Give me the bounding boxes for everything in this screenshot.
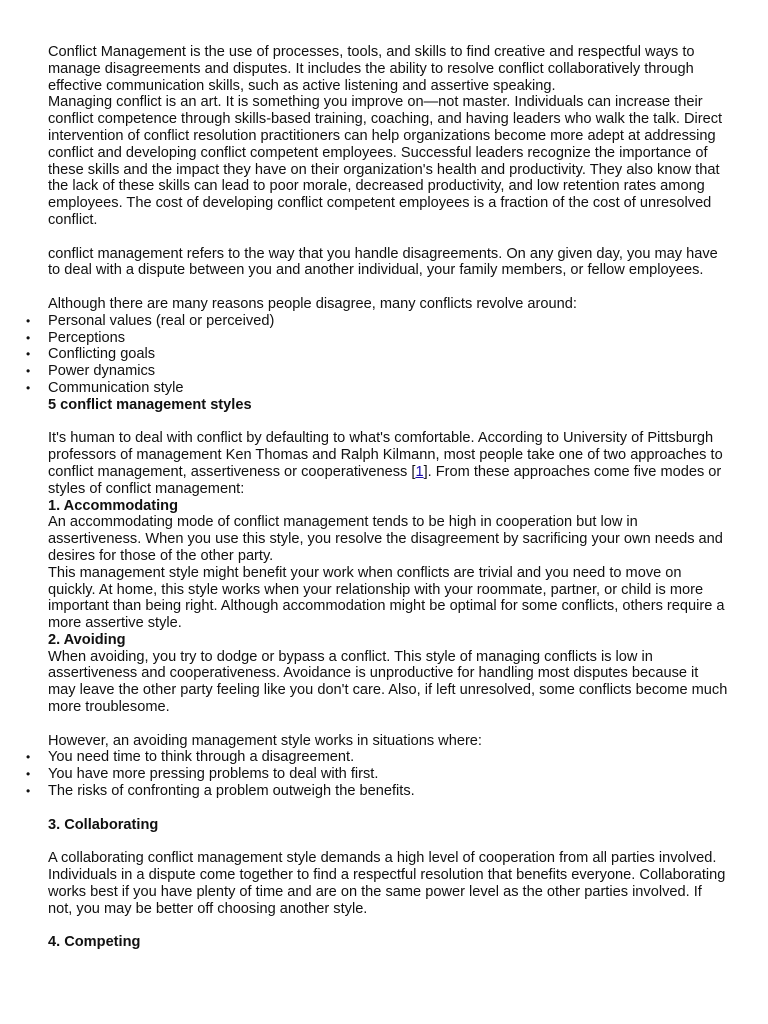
list-item: • Perceptions [48, 330, 728, 347]
accommodating-paragraph-1: An accommodating mode of conflict management tends to be high in cooperation but low in assertiveness. When you use this style, you resolve the disagreement by sacrificing your own needs and desires for those of the other party. [48, 514, 723, 564]
list-item: • You need time to think through a disagreement. [48, 749, 728, 766]
list-item: • Conflicting goals [48, 346, 728, 363]
accommodating-paragraph-2: This management style might benefit your work when conflicts are trivial and you need to move on quickly. At home, this style works when your relationship with your roommate, partner, or child is more important than being right. Although accommodation might be optimal for some conflicts, others require a more assertive style. [48, 564, 725, 632]
intro-paragraph-1a: Conflict Management is the use of processes, tools, and skills to find creative and respectful ways to manage disagreements and disputes. It includes the ability to resolve conflict collaboratively through effective communication skills, such as active listening and assertive speaking. [48, 44, 695, 94]
intro-paragraph-1b: Managing conflict is an art. It is something you improve on—not master. Individuals can increase their conflict competence through skills-based training, coaching, and having leaders who walk the talk. Direct intervention of conflict resolution practitioners can help organizations become more adept at addressing conflict and developing conflict competent employees. Successful leaders recognize the importance of these skills and the impact they have on their organization's health and productivity. They also know that the lack of these skills can lead to poor morale, decreased productivity, and low retention rates among employees. The cost of developing conflict competent employees is a fraction of the cost of unresolved conflict. [48, 94, 723, 228]
list-item: • Communication style [48, 380, 728, 397]
avoiding-paragraph-1: When avoiding, you try to dodge or bypass a conflict. This style of managing conflicts is low in assertiveness and cooperativeness. Avoidance is unproductive for handling most disputes because it may leave the other party feeling like you don't care. Also, if left unresolved, some conflicts become much more troublesome. [48, 648, 728, 716]
list-item: • Personal values (real or perceived) [48, 313, 728, 330]
collaborating-paragraph-1: A collaborating conflict management style demands a high level of cooperation from all parties involved. Individuals in a dispute come together to find a respectful resolution that benefits everyone. Collaborating works best if you have plenty of time and are on the same power level as the other parties involved. If not, you may be better off choosing another style. [48, 850, 726, 917]
avoiding-heading: 2. Avoiding [48, 631, 126, 648]
accommodating-heading: 1. Accommodating [48, 497, 179, 514]
list-item: • You have more pressing problems to deal with first. [48, 766, 728, 783]
avoiding-situations-list [48, 749, 728, 799]
conflict-reasons-list [48, 313, 728, 397]
avoiding-paragraph-2: However, an avoiding management style works in situations where: [48, 732, 482, 749]
styles-heading: 5 conflict management styles [48, 396, 252, 413]
list-item: • The risks of confronting a problem outweigh the benefits. [48, 783, 728, 800]
intro-paragraph-3: Although there are many reasons people disagree, many conflicts revolve around: [48, 295, 577, 312]
intro-paragraph-2: conflict management refers to the way that you handle disagreements. On any given day, you may have to deal with a dispute between you and another individual, your family members, or fellow employees. [48, 245, 718, 279]
document-body [48, 44, 728, 951]
list-item: • Power dynamics [48, 363, 728, 380]
reference-link[interactable]: 1 [415, 463, 424, 480]
styles-intro-paragraph: It's human to deal with conflict by defaulting to what's comfortable. According to University of Pittsburgh professors of management Ken Thomas and Ralph Kilmann, most people take one of two approaches to conflict management, assertiveness or cooperativeness [1]. From these approaches come five modes or styles of conflict management: [48, 430, 723, 497]
competing-heading: 4. Competing [48, 934, 141, 951]
collaborating-heading: 3. Collaborating [48, 816, 159, 833]
